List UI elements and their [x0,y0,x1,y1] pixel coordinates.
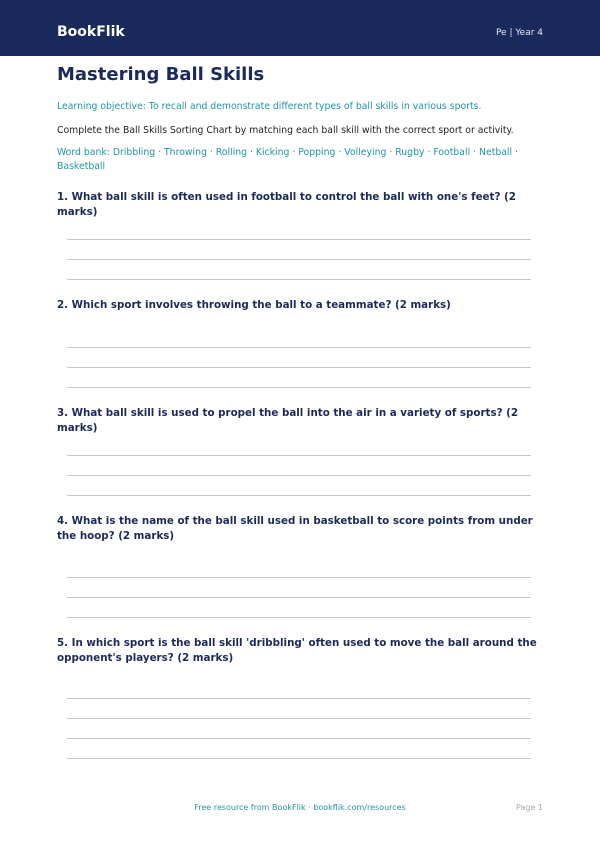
question-4: 4. What is the name of the ball skill used in basketball to score points from under the hoop? (2 marks) [57,515,533,542]
answer-line-5d[interactable] [67,758,531,759]
answer-line-2c[interactable] [67,387,531,388]
question-1: 1. What ball skill is often used in football to control the ball with one's feet? (2 marks) [57,191,516,218]
answer-line-5a[interactable] [67,698,531,699]
word-bank: Word bank: Dribbling · Throwing · Rolling · Kicking · Popping · Volleying · Rugby · Football · Netball · Basketball [57,147,519,172]
answer-line-4a[interactable] [67,577,531,578]
question-2: 2. Which sport involves throwing the ball to a teammate? (2 marks) [57,299,451,311]
instructions: Complete the Ball Skills Sorting Chart by matching each ball skill with the correct sport or activity. [57,125,514,136]
answer-line-1c[interactable] [67,279,531,280]
answer-line-1b[interactable] [67,259,531,260]
answer-line-2a[interactable] [67,347,531,348]
answer-line-4b[interactable] [67,597,531,598]
page-title: Mastering Ball Skills [57,64,265,85]
answer-line-3c[interactable] [67,495,531,496]
answer-line-3a[interactable] [67,455,531,456]
subject-year-label: Pe | Year 4 [495,28,543,38]
page-number: Page 1 [516,803,543,812]
learning-objective: Learning objective: To recall and demonstrate different types of ball skills in various sports. [57,101,482,112]
question-3: 3. What ball skill is used to propel the ball into the air in a variety of sports? (2 marks) [57,407,519,434]
header-bar [0,0,600,56]
answer-line-5b[interactable] [67,718,531,719]
question-5: 5. In which sport is the ball skill 'dribbling' often used to move the ball around the opponent's players? (2 marks) [57,637,537,664]
footer-text[interactable]: Free resource from BookFlik · bookflik.com/resources [194,803,406,812]
answer-line-4c[interactable] [67,617,531,618]
answer-line-5c[interactable] [67,738,531,739]
answer-line-3b[interactable] [67,475,531,476]
answer-line-2b[interactable] [67,367,531,368]
brand-logo[interactable]: BookFlik [57,24,125,40]
answer-line-1a[interactable] [67,239,531,240]
